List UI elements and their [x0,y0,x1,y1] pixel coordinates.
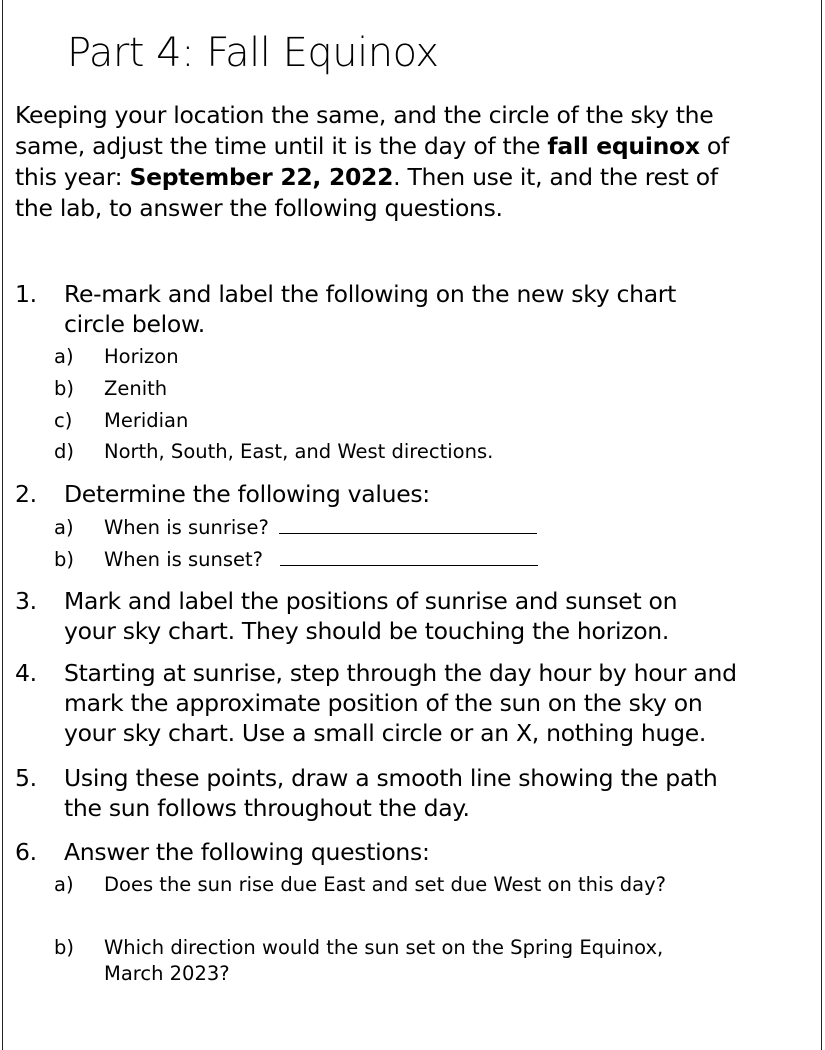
question-text: Determine the following values: [64,480,430,508]
question-text: circle below. [64,310,205,338]
sub-item-horizon: a) Horizon [54,345,179,368]
sub-item-spring-equinox-cont: March 2023? [104,962,230,985]
question-number: 6. [15,838,37,866]
sub-item-sunrise: a) When is sunrise? [54,515,537,540]
intro-line: the lab, to answer the following questions. [15,194,503,222]
intro-paragraph [15,100,810,224]
question-text: Re-mark and label the following on the new sky chart [64,280,677,308]
question-number: 5. [15,764,37,792]
question-text: Using these points, draw a smooth line showing the path [64,764,718,792]
sub-item-sunset: b) When is sunset? [54,547,538,572]
intro-line: same, adjust the time until it is the day of the fall equinox of [15,132,729,160]
question-text: Answer the following questions: [64,838,430,866]
question-number: 4. [15,659,37,687]
question-text: Mark and label the positions of sunrise and sunset on [64,587,678,615]
intro-line: this year: September 22, 2022. Then use it, and the rest of [15,163,718,191]
question-number: 1. [15,280,37,308]
intro-line: Keeping your location the same, and the circle of the sky the [15,101,714,129]
sub-item-spring-equinox: b) Which direction would the sun set on the Spring Equinox, [54,936,664,959]
date-emphasis: September 22, 2022 [129,163,394,191]
sunset-answer-blank[interactable] [280,547,538,566]
question-text: mark the approximate position of the sun on the sky on [64,689,703,717]
page-title: Part 4: Fall Equinox [67,30,439,76]
sub-item-due-east-west: a) Does the sun rise due East and set due West on this day? [54,873,667,896]
question-number: 3. [15,587,37,615]
question-text: Starting at sunrise, step through the day hour by hour and [64,659,737,687]
question-text: your sky chart. They should be touching the horizon. [64,617,670,645]
sub-item-zenith: b) Zenith [54,377,168,400]
question-text: your sky chart. Use a small circle or an X, nothing huge. [64,719,707,747]
question-number: 2. [15,480,37,508]
fall-equinox-emphasis: fall equinox [547,132,700,160]
sub-item-directions: d) North, South, East, and West directions. [54,440,494,463]
question-text: the sun follows throughout the day. [64,794,470,822]
sub-item-meridian: c) Meridian [54,409,189,432]
sunrise-answer-blank[interactable] [279,515,537,534]
